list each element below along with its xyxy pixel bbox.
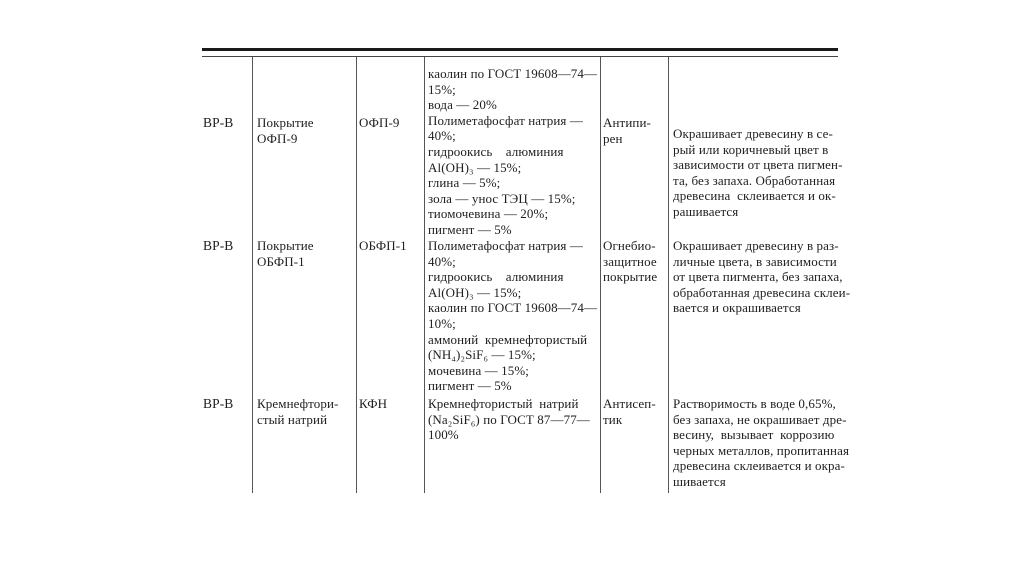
row-code: ВР-В: [203, 115, 234, 130]
row-property: Антипи- рен: [603, 115, 651, 146]
row-property: Антисеп- тик: [603, 396, 656, 427]
column-divider: [668, 57, 669, 493]
row-property: Огнебио- защитное покрытие: [603, 238, 658, 285]
row-grade: КФН: [359, 396, 388, 411]
row-composition: каолин по ГОСТ 19608—74— 15%; вода — 20% Полиметафосфат натрия — 40%; гидроокись алюминия Al(OH)₃ — 15%; глина — 5%; зола — унос ТЭЦ — 15%; тиомочевина — 20%; пигмент — 5%: [428, 66, 598, 237]
row-note: Окрашивает древесину в раз- личные цвета, в зависимости от цвета пигмента, без запаха, обработанная древесина склеи- вается и окрашивается: [673, 238, 851, 316]
column-divider: [252, 57, 253, 493]
row-name: Покрытие ОБФП-1: [257, 238, 314, 269]
row-code: ВР-В: [203, 238, 234, 253]
row-code: ВР-В: [203, 396, 234, 411]
row-name: Кремнефтори- стый натрий: [257, 396, 339, 427]
table-header-rule: [202, 56, 838, 57]
row-composition: Кремнефтористый натрий (Na₂SiF₆) по ГОСТ 87—77— 100%: [428, 396, 590, 443]
row-note: Растворимость в воде 0,65%, без запаха, не окрашивает дре- весину, вызывает коррозию черных металлов, пропитанная древесина склеивается и окра- шивается: [673, 396, 850, 489]
row-note: Окрашивает древесину в се- рый или коричневый цвет в зависимости от цвета пигмен- та, без запаха. Обработанная древесина склеивается и ок- рашивается: [673, 126, 843, 219]
column-divider: [356, 57, 357, 493]
row-name: Покрытие ОФП-9: [257, 115, 314, 146]
table-top-rule: [202, 48, 838, 51]
row-grade: ОБФП-1: [359, 238, 407, 253]
row-composition: Полиметафосфат натрия — 40%; гидроокись алюминия Al(OH)₃ — 15%; каолин по ГОСТ 19608—74— 10%; аммоний кремнефтористый (NH₄)₂SiF₆ — 15%; мочевина — 15%; пигмент — 5%: [428, 238, 598, 394]
column-divider: [424, 57, 425, 493]
row-grade: ОФП-9: [359, 115, 400, 130]
column-divider: [600, 57, 601, 493]
